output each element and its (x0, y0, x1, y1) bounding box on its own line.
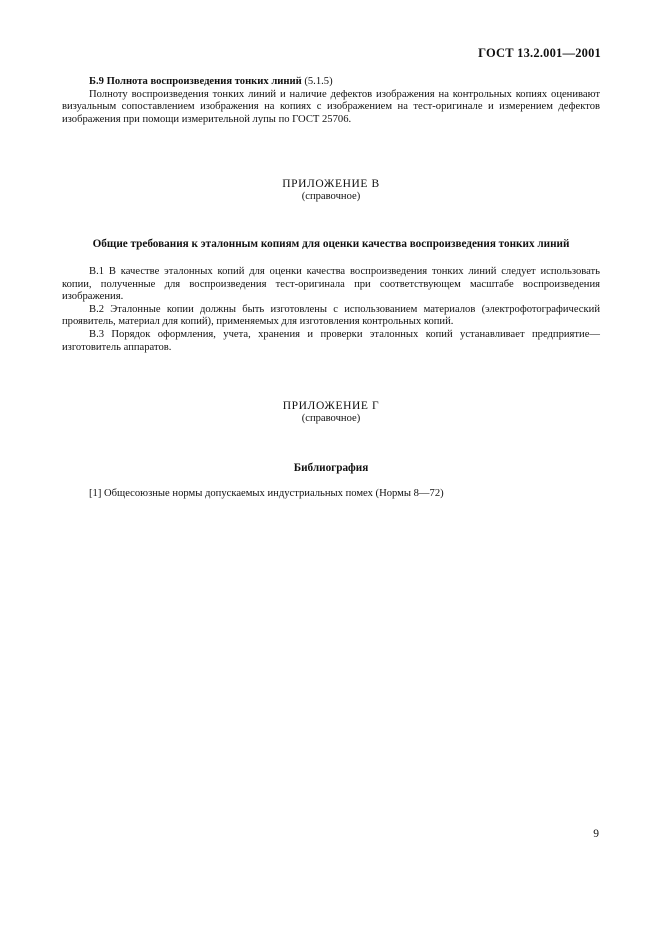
appendix-v-title: ПРИЛОЖЕНИЕ В (282, 178, 380, 190)
section-b9-number: Б.9 (89, 76, 104, 87)
appendix-g-title: ПРИЛОЖЕНИЕ Г (282, 400, 380, 412)
section-b9-ref: (5.1.5) (304, 76, 333, 87)
section-b9-title-line (62, 76, 600, 89)
appendix-v-item-2: В.2 Эталонные копии должны быть изготовлены с использованием материалов (электрофотографический проявитель, материал для копий), применяемых для изготовления контрольных копий. (62, 303, 600, 328)
appendix-g-heading: Библиография (293, 462, 369, 474)
appendix-g-subtitle: (справочное) (301, 413, 361, 424)
appendix-g-header (62, 400, 600, 425)
appendix-v-item-3: В.3 Порядок оформления, учета, хранения и проверки эталонных копий устанавливает предприятие—изготовитель аппаратов. (62, 328, 600, 353)
document-code-header: ГОСТ 13.2.001—2001 (478, 46, 601, 60)
page-number: 9 (593, 828, 599, 840)
section-b9 (62, 76, 600, 126)
section-b9-title: Полнота воспроизведения тонких линий (106, 76, 302, 87)
appendix-v-item-1: В.1 В качестве эталонных копий для оценки качества воспроизведения тонких линий следует использовать копии, полученные для воспроизведения тест-оригинала при соответствующем масштабе воспроизведения изображения. (62, 266, 600, 303)
section-b9-text: Полноту воспроизведения тонких линий и наличие дефектов изображения на контрольных копиях оценивают визуальным сопоставлением изображения на копиях с изображением на тест-оригинале и измерением дефектов изображения при помощи измерительной лупы по ГОСТ 25706. (62, 88, 600, 125)
bibliography-list (62, 488, 600, 501)
appendix-v-subtitle: (справочное) (301, 191, 361, 202)
appendix-v-header (62, 178, 600, 203)
appendix-v-body (62, 266, 600, 354)
appendix-v-heading: Общие требования к эталонным копиям для оценки качества воспроизведения тонких линий (92, 238, 570, 250)
bibliography-entry: [1] Общесоюзные нормы допускаемых индустриальных помех (Нормы 8—72) (89, 488, 444, 499)
